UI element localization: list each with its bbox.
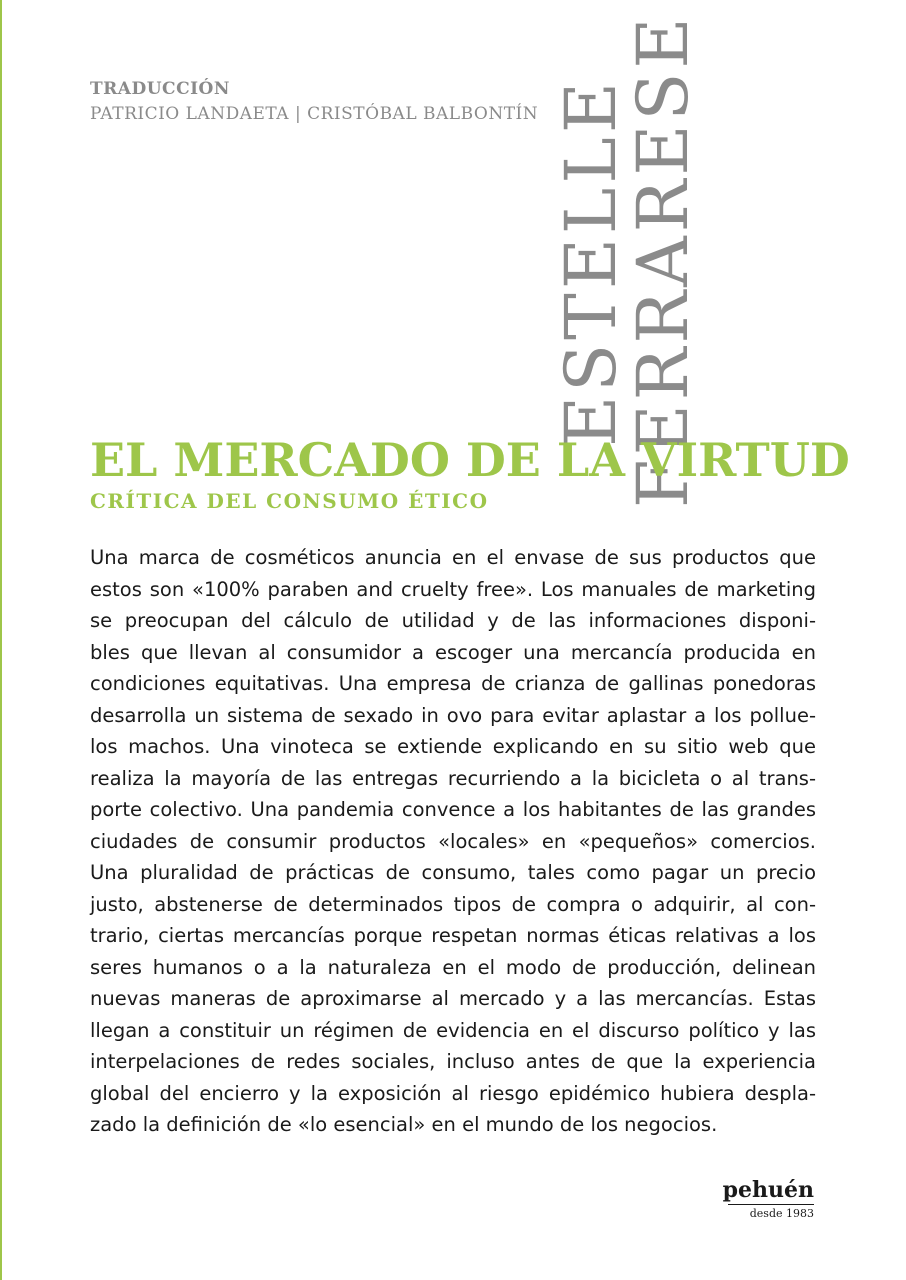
blurb-line: bles que llevan al consumidor a escoger una mercancía producida en (90, 640, 816, 664)
blurb-line: estos son «100% paraben and cruelty free». Los manuales de marketing (90, 577, 816, 601)
blurb-line: Una pluralidad de prácticas de consumo, tales como pagar un precio (90, 861, 816, 884)
blurb-line: global del encierro y la exposición al riesgo epidémico hubiera despla- (90, 1081, 816, 1105)
publisher-rule (728, 1204, 814, 1205)
blurb-line: se preocupan del cálculo de utilidad y de las informaciones disponi- (90, 609, 816, 632)
publisher-logo (722, 1178, 814, 1221)
blurb-line: Una marca de cosméticos anuncia en el envase de sus productos que (90, 546, 816, 569)
blurb-line: zado la definición de «lo esencial» en el mundo de los negocios. (90, 1113, 718, 1136)
blurb-line: condiciones equitativas. Una empresa de crianza de gallinas ponedoras (90, 672, 816, 695)
blurb-line: interpelaciones de redes sociales, incluso antes de que la experiencia (90, 1050, 816, 1073)
blurb-line: nuevas maneras de aproximarse al mercado y a las mercancías. Estas (90, 987, 816, 1010)
translation-label: TRADUCCIÓN (90, 79, 230, 99)
translation-credits (90, 78, 538, 126)
blurb-line: seres humanos o a la naturaleza en el modo de producción, delinean (90, 955, 816, 979)
book-subtitle: CRÍTICA DEL CONSUMO ÉTICO (90, 489, 489, 513)
blurb-line: ciudades de consumir productos «locales» en «pequeños» comercios. (90, 829, 816, 853)
blurb-line: trario, ciertas mercancías porque respetan normas éticas relativas a los (90, 924, 816, 947)
blurb-line: realiza la mayoría de las entregas recurriendo a la bicicleta o al trans- (90, 766, 816, 790)
publisher-since: desde 1983 (749, 1207, 814, 1220)
author-first-name: ESTELLE (550, 78, 632, 447)
blurb-line: los machos. Una vinoteca se extiende explicando en su sitio web que (90, 735, 816, 758)
author-last-name: FERRARESE (622, 13, 704, 508)
book-title: EL MERCADO DE LA VIRTUD (90, 433, 850, 487)
blurb-line: justo, abstenerse de determinados tipos de compra o adquirir, al con- (90, 892, 816, 916)
blurb-line: desarrolla un sistema de sexado in ovo para evitar aplastar a los pollue- (90, 703, 816, 727)
translators-names: PATRICIO LANDAETA | CRISTÓBAL BALBONTÍN (90, 104, 539, 124)
back-cover-blurb (90, 542, 816, 1141)
spine-edge-rule (0, 0, 2, 1280)
blurb-line: llegan a constituir un régimen de evidencia en el discurso político y las (90, 1018, 816, 1042)
publisher-name: pehuén (722, 1177, 814, 1203)
blurb-line: porte colectivo. Una pandemia convence a los habitantes de las grandes (90, 798, 816, 821)
